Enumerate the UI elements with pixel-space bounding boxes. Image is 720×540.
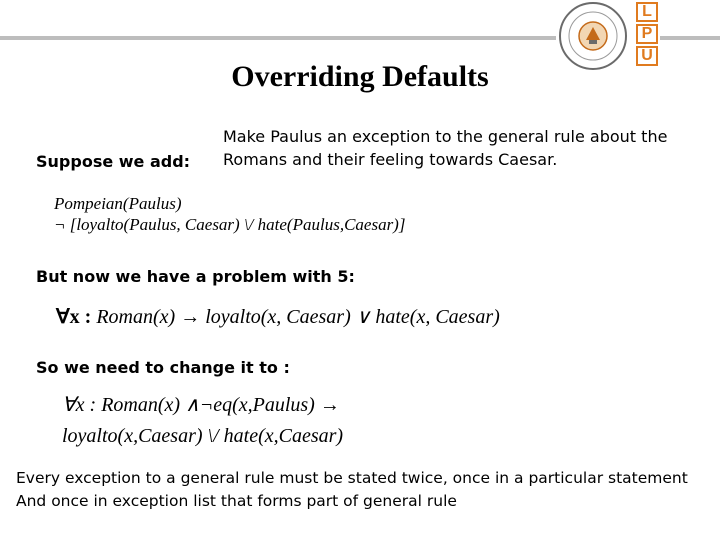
suppose-label: Suppose we add: <box>36 152 191 171</box>
suppose-description: Make Paulus an exception to the general rule about the Romans and their feeling towards Caesar. <box>223 127 668 169</box>
header-rule-right <box>660 36 720 40</box>
problem-text: But now we have a problem with 5: <box>36 267 355 286</box>
formula-rule5 <box>56 304 500 329</box>
header-rule-left <box>0 36 556 40</box>
formula-rule5-body: Roman(x) → loyalto(x, Caesar) ∨ hate(x, Caesar) <box>96 306 500 328</box>
change-text: So we need to change it to : <box>36 358 290 377</box>
formula-pompeian: Pompeian(Paulus) <box>54 194 182 213</box>
formula-new-line1 <box>62 392 340 417</box>
formula-not-loyal: ¬ [loyalto(Paulus, Caesar) \/ hate(Paulus,Caesar)] <box>54 215 406 234</box>
slide-title: Overriding Defaults <box>231 60 489 93</box>
conclusion-line1: Every exception to a general rule must be stated twice, once in a particular statement <box>16 469 688 487</box>
formula-new-line1-text: ∀x : Roman(x) ∧¬eq(x,Paulus) → <box>62 394 340 416</box>
logo-letter-p: P <box>636 24 658 44</box>
logo-letter-l: L <box>636 2 658 22</box>
formula-new-line2 <box>62 425 343 448</box>
conclusion-line2: And once in exception list that forms part of general rule <box>16 492 457 510</box>
logo-letter-u: U <box>636 46 658 66</box>
formula-rule5-quantifier: ∀x : <box>56 306 92 328</box>
formula-new-line2-text: loyalto(x,Caesar) \/ hate(x,Caesar) <box>62 425 344 447</box>
